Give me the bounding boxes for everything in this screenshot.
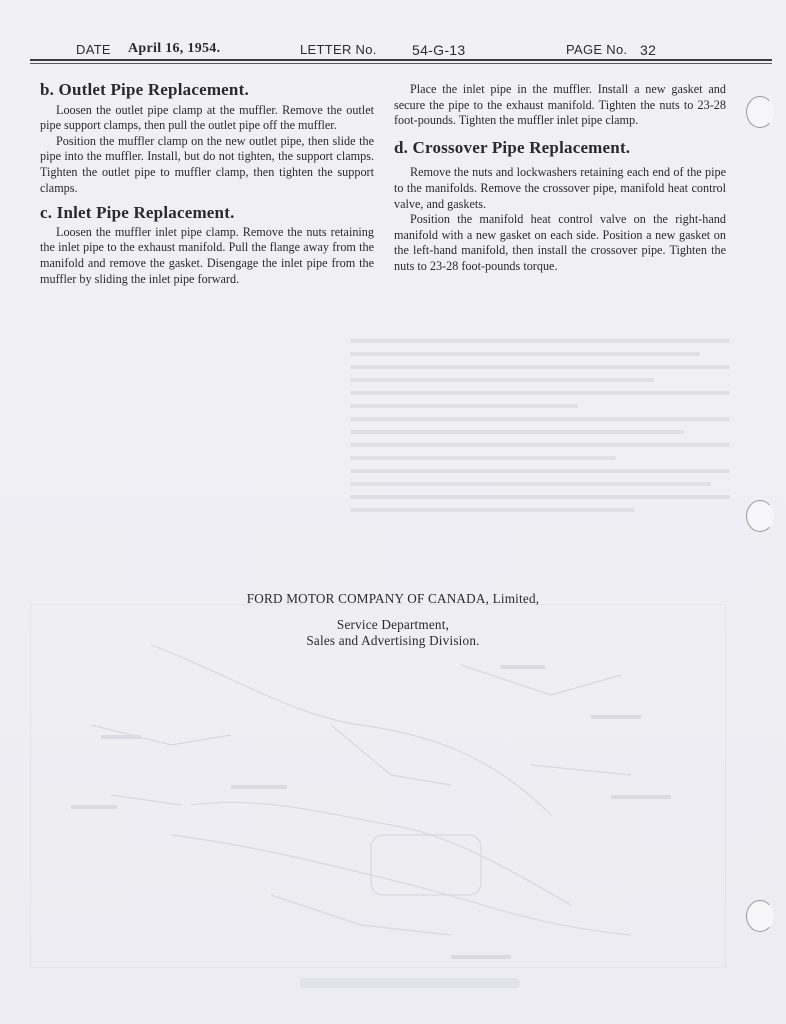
section-b-paragraph-2: Position the muffler clamp on the new outlet pipe, then slide the pipe into the muffler. Install, but do not tighten, the support clamps. Tighten the outlet pipe to muffler clamp, then tighten the support clamps. <box>40 133 374 195</box>
page-number: 32 <box>640 42 657 58</box>
section-b-heading: b. Outlet Pipe Replacement. <box>40 80 249 99</box>
punch-hole-middle <box>746 500 774 532</box>
section-d-paragraph-1: Remove the nuts and lockwashers retaining each end of the pipe to the manifolds. Remove the crossover pipe, manifold heat control valve, and gaskets. <box>394 165 726 211</box>
bleed-through-text <box>350 330 730 580</box>
date-label: DATE <box>76 42 111 57</box>
left-column <box>40 82 374 287</box>
letter-header <box>30 38 770 60</box>
header-rule-top <box>30 59 772 61</box>
footer-department: Service Department, <box>336 617 450 632</box>
bleed-through-caption <box>300 978 520 988</box>
section-c-paragraph-1: Loosen the muffler inlet pipe clamp. Remove the nuts retaining the inlet pipe to the exhaust manifold. Pull the flange away from the manifold and remove the gasket. Disengage the inlet pipe from the muffler by sliding the inlet pipe forward. <box>40 224 374 286</box>
page-label: PAGE No. <box>566 42 628 57</box>
header-rule-bottom <box>30 63 772 64</box>
section-c-paragraph-2: Place the inlet pipe in the muffler. Install a new gasket and secure the pipe to the exhaust manifold. Tighten the nuts to 23-28 foot-pounds. Tighten the muffler inlet pipe clamp. <box>394 82 726 128</box>
section-d-paragraph-2: Position the manifold heat control valve on the right-hand manifold with a new gasket on each side. Position a new gasket on the left-hand manifold, then install the crossover pipe. Tighten the nuts to 23-28 foot-pounds torque. <box>394 212 726 273</box>
section-d-heading: d. Crossover Pipe Replacement. <box>394 137 631 157</box>
footer-company: FORD MOTOR COMPANY OF CANADA, Limited, <box>246 591 540 606</box>
punch-hole-bottom <box>746 900 774 932</box>
punch-hole-top <box>746 96 774 128</box>
letter-label: LETTER No. <box>300 42 377 57</box>
section-b-paragraph-1: Loosen the outlet pipe clamp at the muffler. Remove the outlet pipe support clamps, then pull the outlet pipe off the muffler. <box>40 102 374 133</box>
letter-number: 54-G-13 <box>412 42 466 58</box>
date-value: April 16, 1954. <box>128 41 221 56</box>
section-c-heading: c. Inlet Pipe Replacement. <box>40 203 235 223</box>
faint-exhaust-diagram <box>31 605 725 967</box>
bleed-through-figure <box>30 604 726 968</box>
right-column <box>394 82 726 275</box>
footer-division: Sales and Advertising Division. <box>306 633 480 648</box>
